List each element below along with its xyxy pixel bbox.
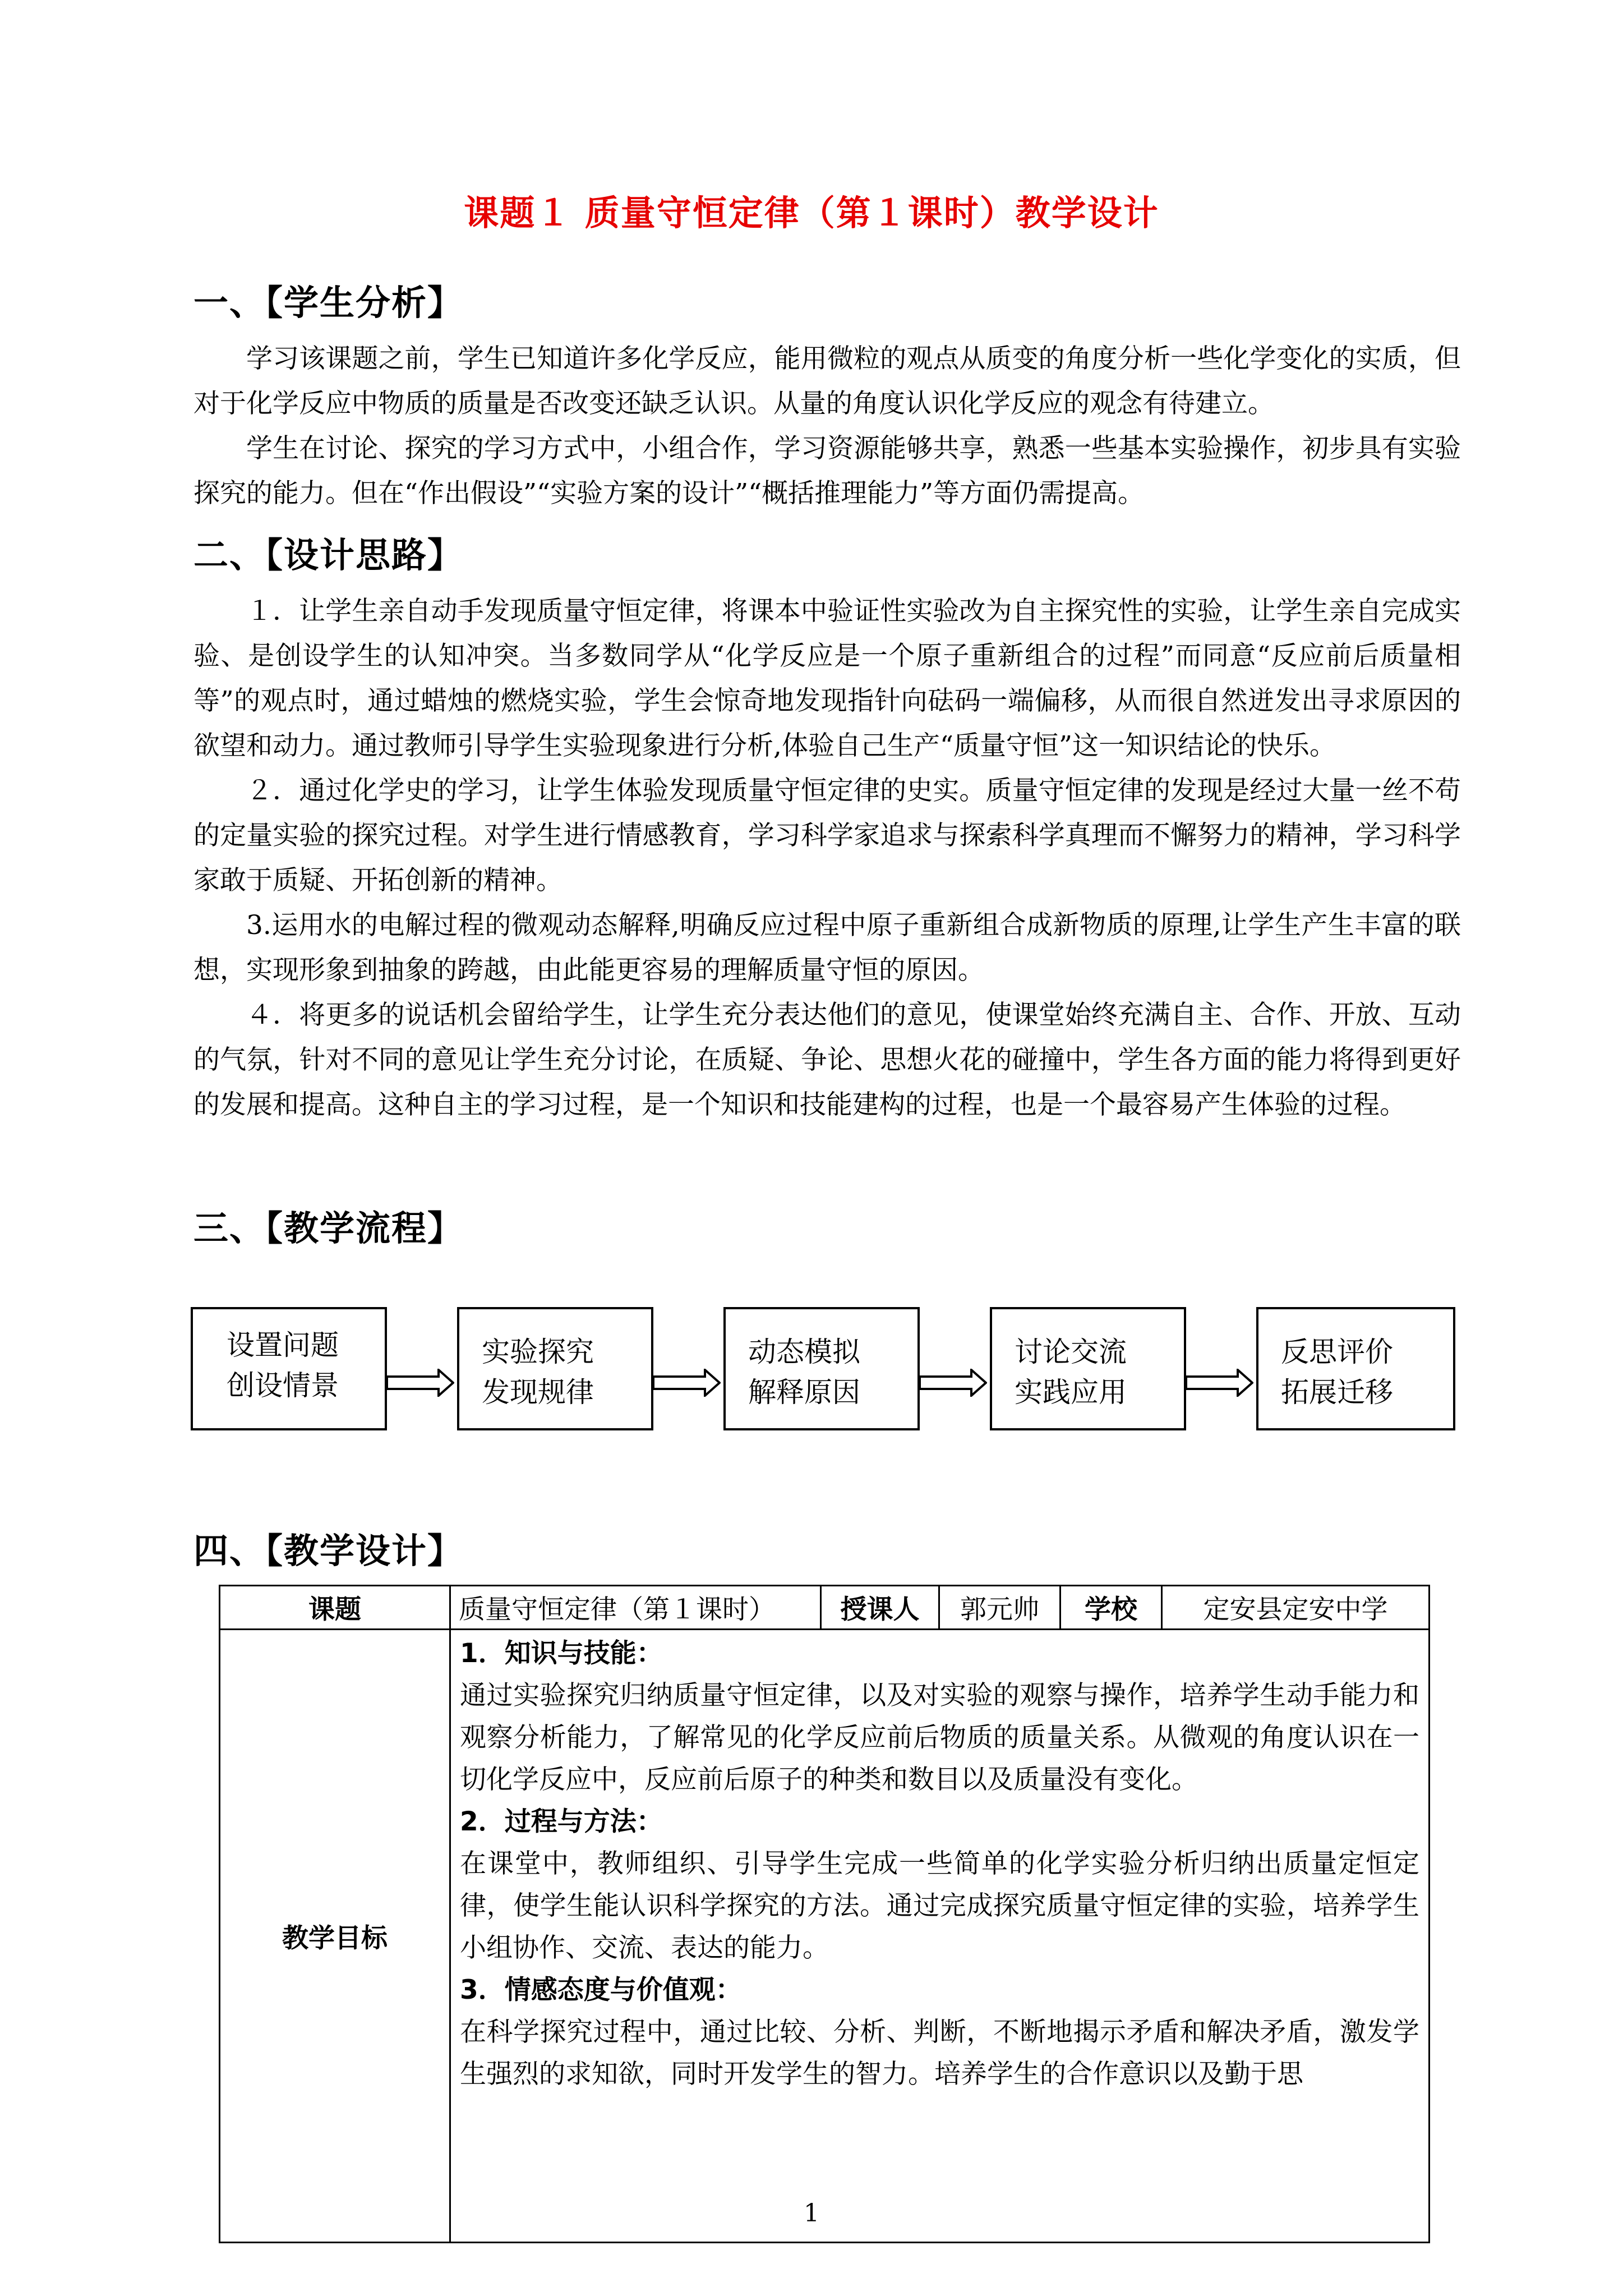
flow-step-3 <box>723 1307 920 1430</box>
flow-step-line: 解释原因 <box>748 1376 860 1409</box>
goals-content <box>450 1630 1430 2243</box>
flow-step-line: 动态模拟 <box>748 1336 860 1368</box>
document-title: 课题１ 质量守恒定律（第１课时）教学设计 <box>464 192 1159 233</box>
teaching-design-table <box>219 1585 1430 2243</box>
topic-value: 质量守恒定律（第１课时） <box>450 1586 821 1630</box>
page-number: 1 <box>804 2199 819 2228</box>
paragraph: ２．通过化学史的学习，让学生体验发现质量守恒定律的史实。质量守恒定律的发现是经过大量一丝不苟的定量实验的探究过程。对学生进行情感教育，学习科学家追求与探索科学真理而不懈努力的精神，学习科学家敢于质疑、开拓创新的精神。 <box>193 775 1461 896</box>
table-row <box>220 1630 1430 2243</box>
design-idea-body <box>193 589 1461 1128</box>
flow-step-line: 实验探究 <box>482 1336 594 1368</box>
flow-arrow-icon <box>920 1369 987 1397</box>
flow-step-1 <box>191 1307 387 1430</box>
flow-step-line: 讨论交流 <box>1015 1336 1127 1368</box>
flow-step-line: 发现规律 <box>482 1376 594 1409</box>
section-heading-teaching-flow: 三、【教学流程】 <box>193 1208 464 1249</box>
table-row <box>220 1586 1430 1630</box>
goals-label: 教学目标 <box>220 1630 450 2243</box>
school-label: 学校 <box>1061 1586 1162 1630</box>
flow-step-2 <box>457 1307 653 1430</box>
flow-step-line: 设置问题 <box>227 1329 339 1361</box>
topic-label: 课题 <box>220 1586 450 1630</box>
flow-step-line: 创设情景 <box>227 1369 339 1402</box>
paragraph: 学生在讨论、探究的学习方式中，小组合作，学习资源能够共享，熟悉一些基本实验操作，初步具有实验探究的能力。但在“作出假设”“实验方案的设计”“概括推理能力”等方面仍需提高。 <box>193 433 1461 509</box>
paragraph: ４．将更多的说话机会留给学生，让学生充分表达他们的意见，使课堂始终充满自主、合作、开放、互动的气氛，针对不同的意见让学生充分讨论，在质疑、争论、思想火花的碰撞中，学生各方面的能力将得到更好的发展和提高。这种自主的学习过程，是一个知识和技能建构的过程，也是一个最容易产生体验的过程。 <box>193 1000 1461 1120</box>
goal-text: 在科学探究过程中，通过比较、分析、判断，不断地揭示矛盾和解决矛盾，激发学生强烈的求知欲，同时开发学生的智力。培养学生的合作意识以及勤于思 <box>460 2017 1419 2090</box>
flow-arrow-icon <box>387 1369 454 1397</box>
section-heading-teaching-design: 四、【教学设计】 <box>193 1530 464 1571</box>
goal-text: 通过实验探究归纳质量守恒定律，以及对实验的观察与操作，培养学生动手能力和观察分析能力，了解常见的化学反应前后物质的质量关系。从微观的角度认识在一切化学反应中，反应前后原子的种类和数目以及质量没有变化。 <box>460 1680 1419 1795</box>
flow-step-line: 反思评价 <box>1281 1336 1393 1368</box>
paragraph: 3.运用水的电解过程的微观动态解释,明确反应过程中原子重新组合成新物质的原理,让学生产生丰富的联想，实现形象到抽象的跨越，由此能更容易的理解质量守恒的原因。 <box>193 910 1461 986</box>
section-heading-student-analysis: 一、【学生分析】 <box>193 282 464 323</box>
flow-step-4 <box>990 1307 1186 1430</box>
teacher-label: 授课人 <box>821 1586 939 1630</box>
goal-title: 3．情感态度与价值观： <box>460 1975 742 2005</box>
paragraph: １．让学生亲自动手发现质量守恒定律，将课本中验证性实验改为自主探究性的实验，让学生亲自完成实验、是创设学生的认知冲突。当多数同学从“化学反应是一个原子重新组合的过程”而同意“反应前后质量相等”的观点时，通过蜡烛的燃烧实验，学生会惊奇地发现指针向砝码一端偏移，从而很自然迸发出寻求原因的欲望和动力。通过教师引导学生实验现象进行分析,体验自己生产“质量守恒”这一知识结论的快乐。 <box>193 596 1461 761</box>
student-analysis-body <box>193 337 1461 516</box>
teacher-value: 郭元帅 <box>939 1586 1061 1630</box>
flow-step-line: 实践应用 <box>1015 1376 1127 1409</box>
school-value: 定安县定安中学 <box>1162 1586 1430 1630</box>
goal-title: 1．知识与技能： <box>460 1638 663 1669</box>
goal-title: 2．过程与方法： <box>460 1806 663 1837</box>
flow-arrow-icon <box>653 1369 721 1397</box>
flow-step-line: 拓展迁移 <box>1281 1376 1393 1409</box>
goal-text: 在课堂中，教师组织、引导学生完成一些简单的化学实验分析归纳出质量定恒定律，使学生能认识科学探究的方法。通过完成探究质量守恒定律的实验，培养学生小组协作、交流、表达的能力。 <box>460 1848 1419 1963</box>
section-heading-design-idea: 二、【设计思路】 <box>193 535 464 576</box>
flow-step-5 <box>1256 1307 1455 1430</box>
paragraph: 学习该课题之前，学生已知道许多化学反应，能用微粒的观点从质变的角度分析一些化学变化的实质，但对于化学反应中物质的质量是否改变还缺乏认识。从量的角度认识化学反应的观念有待建立。 <box>193 343 1461 419</box>
flow-arrow-icon <box>1186 1369 1253 1397</box>
